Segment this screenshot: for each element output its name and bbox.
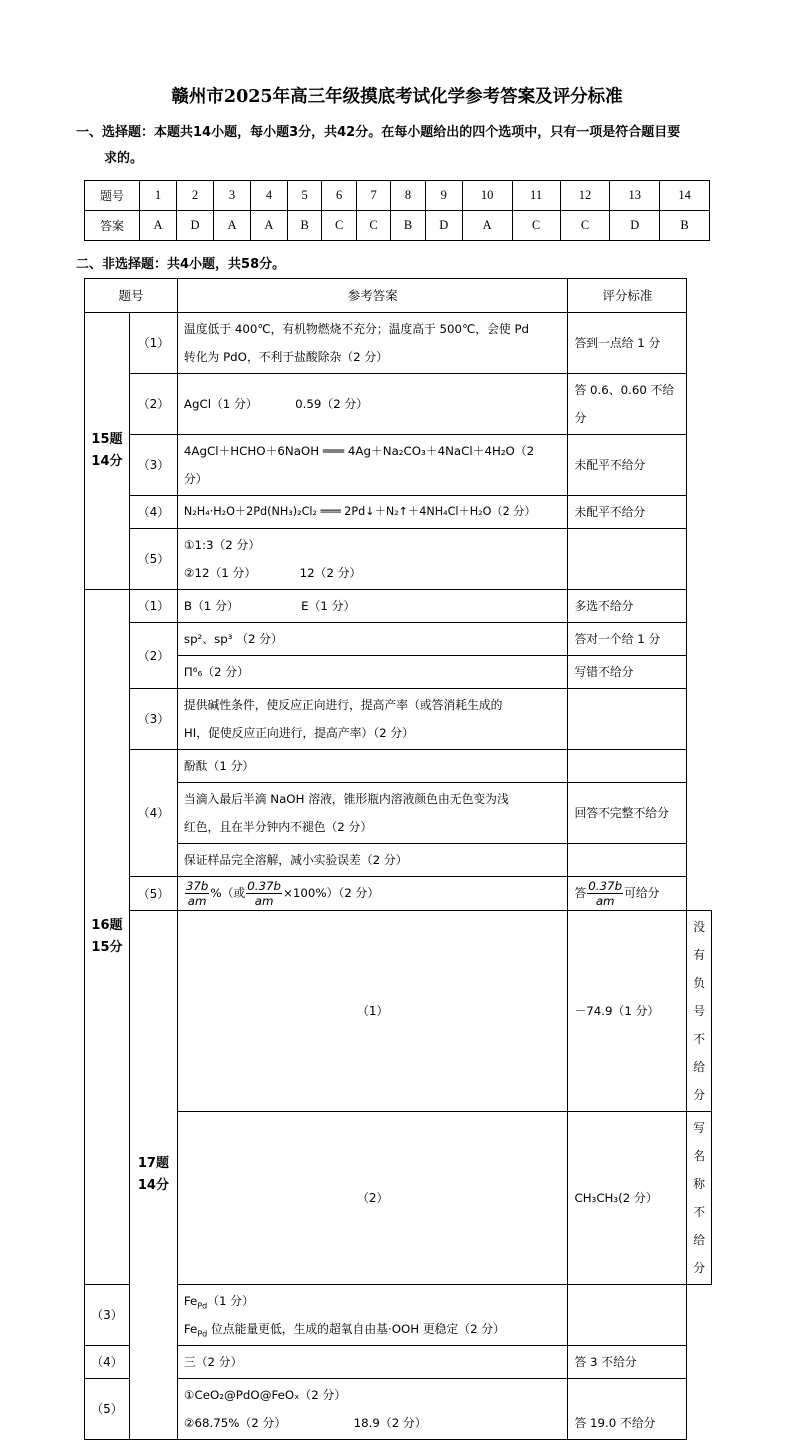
q17-number: 17题 (137, 1156, 169, 1171)
q15-criteria-5 (568, 529, 687, 590)
q17-sub-3: （3） (85, 1285, 130, 1346)
q15-row-2 (85, 374, 712, 435)
q15-answer-5-line2a: ②12（1 分） (183, 566, 257, 580)
q15-sub-4: （4） (129, 496, 177, 529)
q15-answer-1-line2: 转化为 PdO，不利于盐酸除杂（2 分） (183, 350, 388, 364)
q16-answer-2a: sp²、sp³ （2 分） (177, 623, 568, 656)
q16-fraction-1 (185, 879, 210, 908)
answer-table (84, 278, 712, 1440)
q15-row-1 (85, 313, 712, 374)
q16-number: 16题 (91, 918, 123, 933)
q15-sub-2: （2） (129, 374, 177, 435)
q15-sub-5: （5） (129, 529, 177, 590)
q16-fraction-2 (246, 879, 282, 908)
q15-answer-5 (177, 529, 568, 590)
answer-cell: C (322, 211, 356, 241)
q16-answer-3 (177, 689, 568, 750)
q15-answer-5-line2b: 12（2 分） (299, 566, 362, 580)
q15-criteria-4: 未配平不给分 (568, 496, 687, 529)
q15-sub-3: （3） (129, 435, 177, 496)
q15-answer-3-line1: 4AgCl＋HCHO＋6NaOH ═══ 4Ag＋Na₂CO₃＋4NaCl＋4H₂O（2 (183, 444, 535, 458)
question-number-cell: 9 (425, 181, 462, 211)
q16-fraction-2-denominator: am (254, 894, 274, 908)
q17-row-3 (85, 1285, 712, 1346)
answer-cell: A (213, 211, 250, 241)
answer-cell: A (462, 211, 512, 241)
q16-score: 15分 (91, 940, 123, 955)
page-title: 赣州市2025年高三年级摸底考试化学参考答案及评分标准 (171, 87, 623, 107)
q16-sub-2: （2） (129, 623, 177, 689)
q17-criteria-2: 写名称不给分 (687, 1112, 712, 1285)
q16-row-1 (85, 590, 712, 623)
question-number-cell: 13 (610, 181, 660, 211)
header-criteria: 评分标准 (568, 279, 687, 313)
answer-cell: D (176, 211, 213, 241)
question-number-cell: 5 (287, 181, 321, 211)
q15-sub-1: （1） (129, 313, 177, 374)
q16-label (85, 590, 130, 1285)
q16-criteria-fraction-denominator: am (595, 894, 615, 908)
q15-answer-2b: 0.59（2 分） (295, 397, 369, 411)
q16-answer-2b: Π⁶₆（2 分） (177, 656, 568, 689)
q16-row-5 (85, 877, 712, 911)
q17-criteria-1: 没有负号不给分 (687, 911, 712, 1112)
q16-answer-5-text2: ×100%）（2 分） (283, 886, 380, 900)
answer-cell: C (560, 211, 610, 241)
question-number-cell: 4 (250, 181, 287, 211)
answer-cell: A (140, 211, 177, 241)
answer-cell: D (610, 211, 660, 241)
q16-row-4c (85, 844, 712, 877)
q17-row-4 (85, 1346, 712, 1379)
q16-sub-5: （5） (129, 877, 177, 911)
q17-sub-2: （2） (177, 1112, 568, 1285)
answer-cell: B (660, 211, 710, 241)
header-answer: 参考答案 (177, 279, 568, 313)
q17-label (129, 911, 177, 1440)
q16-criteria-5-prefix: 答 (574, 886, 587, 900)
q16-criteria-1: 多选不给分 (568, 590, 687, 623)
q16-answer-4b (177, 783, 568, 844)
q16-sub-3: （3） (129, 689, 177, 750)
q15-answer-3-line2: 分） (183, 472, 208, 486)
q17-answer-5-line2b: 18.9（2 分） (353, 1416, 427, 1430)
question-number-cell: 6 (322, 181, 356, 211)
question-number-cell: 7 (356, 181, 390, 211)
q15-answer-1-line1: 温度低于 400℃，有机物燃烧不充分；温度高于 500℃，会使 Pd (183, 322, 530, 336)
header-question: 题号 (85, 279, 178, 313)
q15-score: 14分 (91, 454, 123, 469)
question-number-cell: 11 (512, 181, 560, 211)
answer-cell: B (287, 211, 321, 241)
q17-criteria-4: 答 3 不给分 (568, 1346, 687, 1379)
q16-fraction-2-numerator: 0.37b (247, 879, 281, 893)
question-number-cell: 1 (140, 181, 177, 211)
q17-answer-5-line2a: ②68.75%（2 分） (183, 1416, 287, 1430)
q15-criteria-3: 未配平不给分 (568, 435, 687, 496)
q17-answer-1: －74.9（1 分） (568, 911, 687, 1112)
q16-fraction-1-numerator: 37b (185, 879, 209, 893)
answer-cell: B (391, 211, 425, 241)
row-label-answer: 答案 (85, 211, 140, 241)
q16-sub-4: （4） (129, 750, 177, 877)
choice-answer-table (84, 180, 710, 241)
q15-number: 15题 (91, 432, 123, 447)
q16-row-2a (85, 623, 712, 656)
q16-criteria-2b: 写错不给分 (568, 656, 687, 689)
q16-answer-1b: E（1 分） (301, 599, 356, 613)
q17-answer-3-line1: $Fe_{Pd}(1$ 分） (183, 1294, 254, 1311)
section1-heading-line2: 求的。 (104, 151, 144, 166)
choice-answer-row (85, 211, 710, 241)
question-number-cell: 10 (462, 181, 512, 211)
question-number-cell: 3 (213, 181, 250, 211)
q17-sub-1: （1） (177, 911, 568, 1112)
answer-cell: C (356, 211, 390, 241)
q17-answer-4: 三（2 分） (177, 1346, 568, 1379)
q16-row-4a (85, 750, 712, 783)
q15-criteria-2: 答 0.6、0.60 不给分 (568, 374, 687, 435)
q17-criteria-5: 答 19.0 不给分 (568, 1379, 687, 1440)
question-number-cell: 12 (560, 181, 610, 211)
q17-answer-3 (177, 1285, 568, 1346)
q17-answer-5-line2 (184, 1409, 562, 1437)
q16-criteria-2a: 答对一个给 1 分 (568, 623, 687, 656)
choice-number-row (85, 181, 710, 211)
q15-answer-4-line1: N₂H₄·H₂O＋2Pd(NH₃)₂Cl₂ ═══ 2Pd↓＋N₂↑＋4NH₄Cl＋H₂O（2 分） (183, 505, 536, 518)
q16-criteria-4c (568, 844, 687, 877)
q16-answer-1 (177, 590, 568, 623)
q15-row-3 (85, 435, 712, 496)
q16-criteria-5 (568, 877, 687, 911)
q15-row-5 (85, 529, 712, 590)
q16-criteria-4b: 回答不完整不给分 (568, 783, 687, 844)
section2-heading: 二、非选择题：共4小题，共58分。 (76, 257, 286, 272)
question-number-cell: 2 (176, 181, 213, 211)
q17-score: 14分 (137, 1178, 169, 1193)
q15-answer-5-line1: ①1:3（2 分） (183, 538, 261, 552)
q15-criteria-1: 答到一点给 1 分 (568, 313, 687, 374)
q15-label (85, 313, 130, 590)
q17-sub-5: （5） (85, 1379, 130, 1440)
q16-answer-4c: 保证样品完全溶解，减小实验误差（2 分） (177, 844, 568, 877)
q17-answer-5 (177, 1379, 568, 1440)
q16-answer-1a: B（1 分） (183, 599, 239, 613)
q16-criteria-fraction (587, 879, 623, 908)
question-number-cell: 8 (391, 181, 425, 211)
q16-answer-4b-line2: 红色，且在半分钟内不褪色（2 分） (183, 820, 373, 834)
q15-answer-4 (177, 496, 568, 529)
q16-answer-5 (177, 877, 568, 911)
answer-cell: A (250, 211, 287, 241)
q16-criteria-fraction-numerator: 0.37b (588, 879, 623, 893)
section1-heading (76, 120, 726, 172)
q16-criteria-3 (568, 689, 687, 750)
answer-cell: D (425, 211, 462, 241)
q16-row-2b (85, 656, 712, 689)
q15-answer-2 (177, 374, 568, 435)
q17-row-1 (85, 911, 712, 1112)
answer-table-header (85, 279, 712, 313)
answer-cell: C (512, 211, 560, 241)
q17-answer-3-line2: $Fe_{Pd}$ 位点能量更低，生成的超氧自由基·OOH 更稳定（2 分） (183, 1322, 505, 1339)
q16-row-3 (85, 689, 712, 750)
q16-row-4b (85, 783, 712, 844)
q17-answer-2: CH₃CH₃(2 分） (568, 1112, 687, 1285)
q16-answer-4a: 酚酞（1 分） (177, 750, 568, 783)
q16-answer-5-text1: %（或 (210, 886, 246, 900)
q15-answer-3 (177, 435, 568, 496)
q15-answer-1 (177, 313, 568, 374)
section1-heading-line1: 一、选择题：本题共14小题，每小题3分，共42分。在每小题给出的四个选项中，只有一项是符合题目要 (76, 125, 681, 140)
q16-fraction-1-denominator: am (187, 894, 207, 908)
q17-answer-5-line1: ①CeO₂@PdO@FeOₓ（2 分） (183, 1388, 347, 1402)
q17-sub-4: （4） (85, 1346, 130, 1379)
q17-row-5 (85, 1379, 712, 1440)
q16-criteria-4a (568, 750, 687, 783)
q16-sub-1: （1） (129, 590, 177, 623)
row-label-number: 题号 (85, 181, 140, 211)
q15-answer-2a: AgCl（1 分） (183, 397, 258, 411)
q16-answer-4b-line1: 当滴入最后半滴 NaOH 溶液，锥形瓶内溶液颜色由无色变为浅 (183, 792, 509, 806)
question-number-cell: 14 (660, 181, 710, 211)
q15-row-4 (85, 496, 712, 529)
q17-criteria-3 (568, 1285, 687, 1346)
q16-criteria-5-suffix: 可给分 (624, 886, 660, 900)
q15-answer-5-line2 (184, 559, 562, 587)
q16-answer-3-line1: 提供碱性条件，使反应正向进行，提高产率（或答消耗生成的 (183, 698, 503, 712)
q17-row-2 (85, 1112, 712, 1285)
q16-answer-3-line2: HI，促使反应正向进行，提高产率）（2 分） (183, 726, 414, 740)
